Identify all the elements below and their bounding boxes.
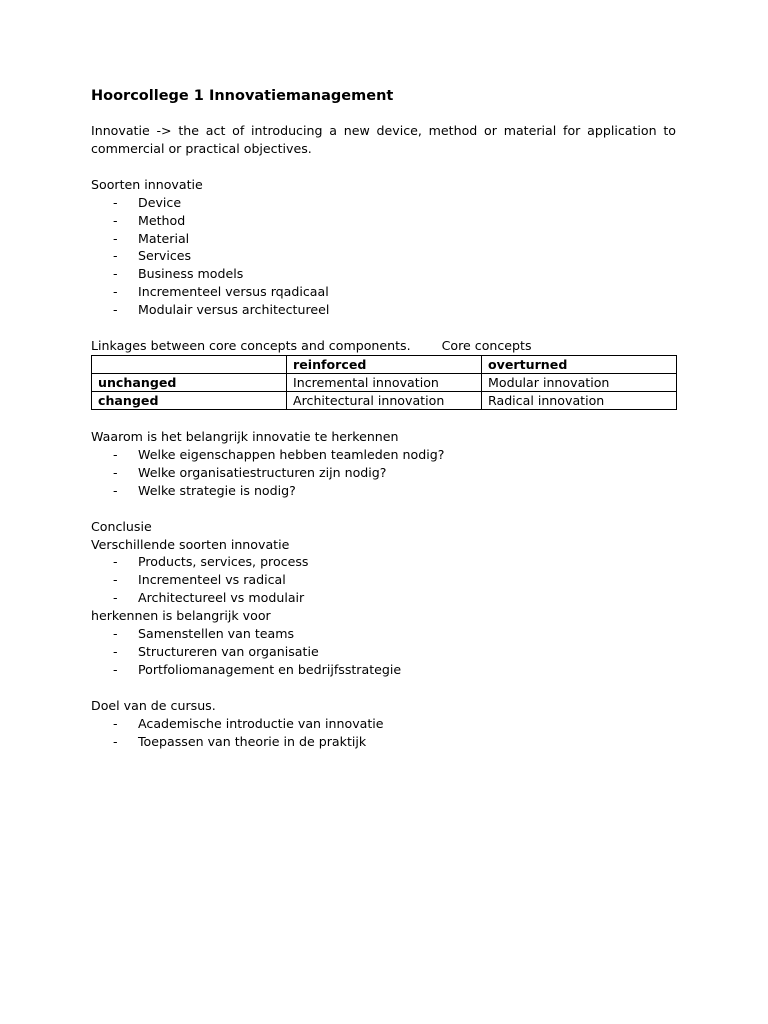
- list-item: - Method: [113, 212, 186, 228]
- importance-heading: Waarom is het belangrijk innovatie te herkennen: [91, 428, 399, 444]
- conclusion-heading: Conclusie: [91, 518, 152, 534]
- dash-bullet: -: [113, 464, 118, 480]
- table-row-label: unchanged: [92, 373, 287, 391]
- dash-bullet: -: [113, 284, 118, 300]
- table-cell: Radical innovation: [482, 391, 677, 409]
- dash-bullet: -: [113, 248, 118, 264]
- definition-paragraph: Innovatie -> the act of introducing a new device, method or material for application to commercial or practical objectives.: [91, 123, 676, 156]
- dash-bullet: -: [113, 572, 118, 588]
- list-item: - Material: [113, 230, 190, 246]
- list-item: - Welke eigenschappen hebben teamleden nodig?: [113, 446, 445, 462]
- dash-bullet: -: [113, 230, 118, 246]
- list-item: - Structureren van organisatie: [113, 643, 319, 659]
- table-cell: Modular innovation: [482, 373, 677, 391]
- dash-bullet: -: [113, 590, 118, 606]
- dash-bullet: -: [113, 266, 118, 282]
- table-row: [92, 373, 677, 391]
- table-caption-left: Linkages between core concepts and components.: [91, 338, 411, 354]
- table-cell: Incremental innovation: [287, 373, 482, 391]
- table-caption: [91, 337, 676, 355]
- goal-list: [91, 715, 676, 751]
- dash-bullet: -: [113, 733, 118, 749]
- types-heading: Soorten innovatie: [91, 176, 203, 192]
- dash-bullet: -: [113, 302, 118, 318]
- dash-bullet: -: [113, 661, 118, 677]
- dash-bullet: -: [113, 626, 118, 642]
- document-title: Hoorcollege 1 Innovatiemanagement: [91, 88, 394, 104]
- conclusion-list-1: [91, 553, 676, 607]
- table-header-cell: overturned: [482, 355, 677, 373]
- table-row: [92, 391, 677, 409]
- list-item: - Samenstellen van teams: [113, 626, 295, 642]
- list-item: - Services: [113, 248, 192, 264]
- list-item: - Device: [113, 194, 182, 210]
- list-item: - Academische introductie van innovatie: [113, 715, 384, 731]
- table-row-label: changed: [92, 391, 287, 409]
- innovation-matrix-table: [91, 355, 677, 410]
- dash-bullet: -: [113, 194, 118, 210]
- dash-bullet: -: [113, 446, 118, 462]
- dash-bullet: -: [113, 212, 118, 228]
- conclusion-list-2: [91, 625, 676, 679]
- dash-bullet: -: [113, 554, 118, 570]
- list-item: - Welke strategie is nodig?: [113, 482, 296, 498]
- list-item: - Toepassen van theorie in de praktijk: [113, 733, 367, 749]
- list-item: - Products, services, process: [113, 554, 309, 570]
- table-header-row: [92, 355, 677, 373]
- importance-list: [91, 446, 676, 500]
- conclusion-subheading-1: Verschillende soorten innovatie: [91, 536, 290, 552]
- dash-bullet: -: [113, 482, 118, 498]
- list-item: - Incrementeel versus rqadicaal: [113, 284, 329, 300]
- list-item: - Architectureel vs modulair: [113, 590, 305, 606]
- list-item: - Welke organisatiestructuren zijn nodig?: [113, 464, 387, 480]
- goal-heading: Doel van de cursus.: [91, 697, 216, 713]
- types-list: [91, 194, 676, 319]
- conclusion-subheading-2: herkennen is belangrijk voor: [91, 608, 271, 624]
- dash-bullet: -: [113, 643, 118, 659]
- list-item: - Modulair versus architectureel: [113, 302, 330, 318]
- dash-bullet: -: [113, 715, 118, 731]
- table-header-cell: reinforced: [287, 355, 482, 373]
- table-cell: [92, 355, 287, 373]
- table-caption-right: Core concepts: [441, 338, 532, 354]
- document-page: [91, 86, 676, 750]
- list-item: - Incrementeel vs radical: [113, 572, 286, 588]
- list-item: - Portfoliomanagement en bedrijfsstrategie: [113, 661, 402, 677]
- table-cell: Architectural innovation: [287, 391, 482, 409]
- list-item: - Business models: [113, 266, 244, 282]
